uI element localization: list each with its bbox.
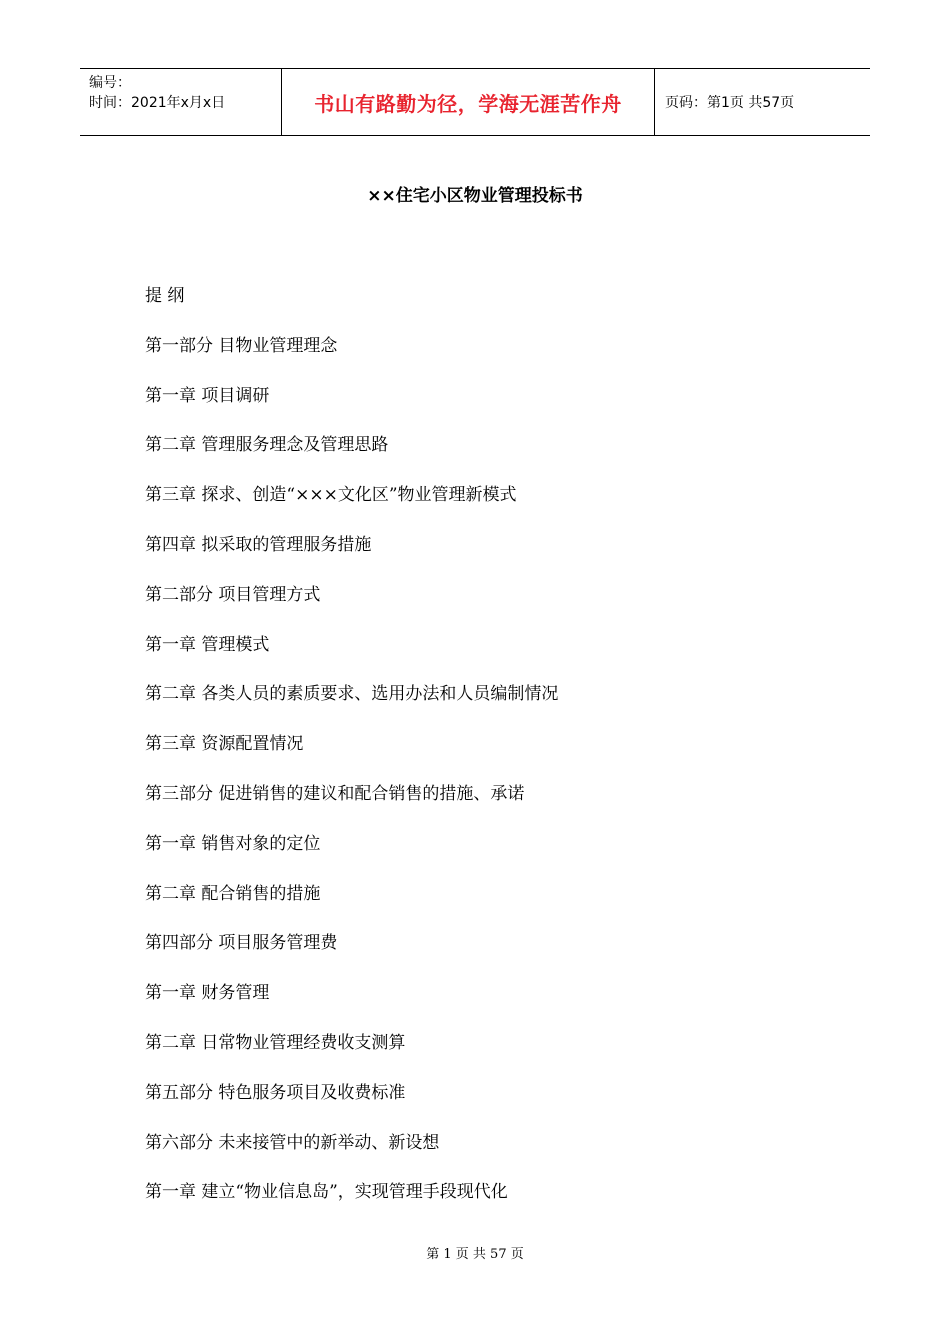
page-header [80,68,870,136]
outline-item: 第二章 日常物业管理经费收支测算 [145,1032,406,1053]
outline-item: 第四章 拟采取的管理服务措施 [145,534,372,555]
outline-item: 第一章 项目调研 [145,385,270,406]
outline-list [145,281,558,1227]
document-date: 时间：2021年x月x日 [89,95,226,111]
outline-item: 第一章 销售对象的定位 [145,833,321,854]
outline-item: 第四部分 项目服务管理费 [145,933,338,954]
outline-item: 第一章 财务管理 [145,983,270,1004]
outline-item: 第二章 配合销售的措施 [145,883,321,904]
header-motto: 书山有路勤为径，学海无涯苦作舟 [282,69,655,135]
header-meta [80,69,282,135]
header-page-number: 页码：第1页 共57页 [665,95,795,111]
outline-item: 第一部分 目物业管理理念 [145,335,338,356]
outline-item: 第三章 资源配置情况 [145,734,304,755]
page-footer: 第 1 页 共 57 页 [426,1247,524,1262]
outline-item: 第六部分 未来接管中的新举动、新设想 [145,1132,440,1153]
outline-heading: 提 纲 [145,286,185,306]
outline-item: 第三部分 促进销售的建议和配合销售的措施、承诺 [145,783,525,804]
outline-item: 第一章 管理模式 [145,634,270,655]
outline-item: 第五部分 特色服务项目及收费标准 [145,1082,406,1103]
outline-item: 第二部分 项目管理方式 [145,584,321,605]
outline-item: 第一章 建立“物业信息岛”，实现管理手段现代化 [145,1182,508,1203]
outline-item: 第二章 各类人员的素质要求、选用办法和人员编制情况 [145,684,559,705]
document-title: ××住宅小区物业管理投标书 [367,186,583,206]
outline-item: 第二章 管理服务理念及管理思路 [145,435,389,456]
outline-item: 第三章 探求、创造“×××文化区”物业管理新模式 [145,485,517,506]
document-number: 编号： [89,75,131,91]
